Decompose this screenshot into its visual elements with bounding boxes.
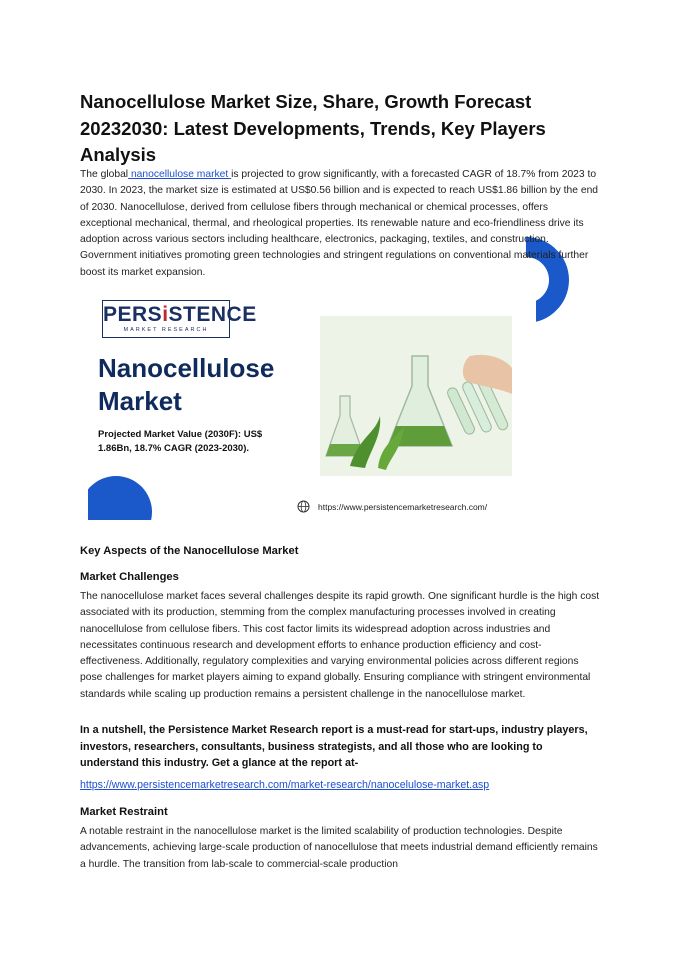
intro-paragraph [80,167,602,281]
challenges-paragraph: The nanocellulose market faces several challenges despite its rapid growth. One significant hurdle is the high cost associated with its production, stemming from the complex manufacturing processes involved in creating nanocellulose from cellulose fibers. This cost factor limits its widespread adoption across industries and necessitates continuous research and development efforts to enhance production efficiency and cost-effectiveness. Additionally, regulatory complexities and varying environmental policies across different regions pose challenges for market players aiming to expand globally. Ensuring compliance with stringent environmental standards while scaling up production remains a persistent challenge in the nanocellulose market. [80,591,600,700]
nanocellulose-market-link[interactable]: nanocellulose market [128,169,232,180]
report-link[interactable]: https://www.persistencemarketresearch.com/market-research/nanocelulose-market.asp [80,779,490,791]
key-aspects-heading: Key Aspects of the Nanocellulose Market [80,545,299,557]
decorative-circle [88,476,152,520]
nutshell-paragraph: In a nutshell, the Persistence Market Research report is a must-read for start-ups, industry players, investors, researchers, consultants, business strategists, and all those who are looking to understand this industry. Get a glance at the report at- [80,724,588,769]
lab-photo [320,316,512,476]
market-banner-image [88,290,536,520]
banner-projection: Projected Market Value (2030F): US$ 1.86Bn, 18.7% CAGR (2023-2030). [98,429,263,454]
banner-title-line1: Nanocellulose [98,353,275,383]
challenges-heading: Market Challenges [80,571,179,583]
banner-title-line2: Market [98,386,182,416]
intro-text-after: is projected to grow significantly, with a forecasted CAGR of 18.7% from 2023 to 2030. In 2023, the market size is estimated at US$0.56 billion and is expected to reach US$1.86 billion by the end of 2030. Nanocellulose, derived from cellulose fibers through mechanical or chemical processes, offers exceptional mechanical, thermal, and rheological properties. Its renewable nature and eco-friendliness drive its adoption across various sectors including healthcare, electronics, packaging, textiles, and construction. Government initiatives promoting green technologies and stringent regulations on conventional materials further boost its market expansion. [80,169,599,278]
banner-title [98,352,298,418]
restraint-heading: Market Restraint [80,806,168,818]
globe-icon [297,500,310,518]
restraint-paragraph: A notable restraint in the nanocellulose market is the limited scalability of production technologies. Despite advancements, achieving large-scale production of nanocellulose that meets industrial demand efficiently remains a hurdle. The transition from lab-scale to commercial-scale production [80,826,598,870]
page-title: Nanocellulose Market Size, Share, Growth Forecast 20232030: Latest Developments, Trends, Key Players Analysis [80,91,546,165]
banner-url: https://www.persistencemarketresearch.com/ [318,502,488,512]
intro-text-before: The global [80,169,129,180]
persistence-logo: PERSiSTENCE MARKET RESEARCH [102,300,230,338]
